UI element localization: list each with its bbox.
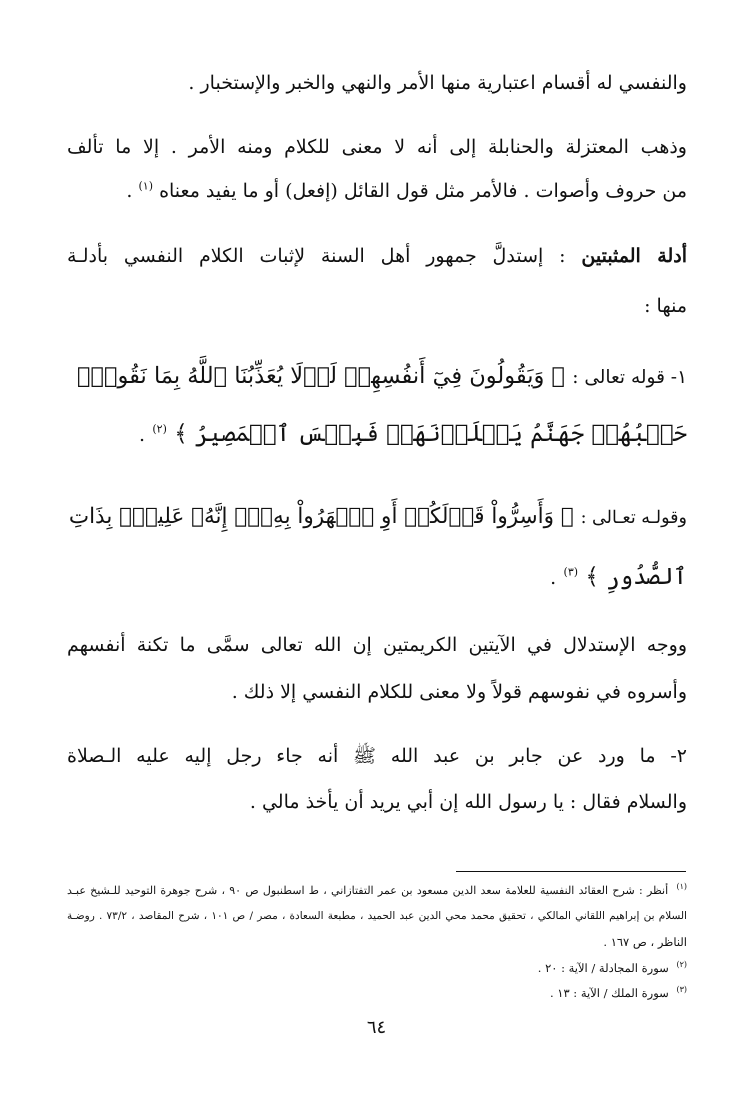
body-line bbox=[67, 68, 687, 98]
footnote-text: الناظر ، ص ١٦٧ . bbox=[603, 935, 687, 949]
footnote-line bbox=[67, 984, 687, 1002]
quran-verse: ﴿ وَيَقُولُونَ فِيٓ أَنفُسِهِمۡ لَوۡلَا يُعَذِّبُنَا ٱللَّهُ بِمَا نَقُولُۚ bbox=[77, 363, 566, 389]
footnote-reference: (٢) bbox=[152, 422, 167, 436]
paragraph-text: والسلام فقال : يا رسول الله إن أبي يريد أن يأخذ مالي . bbox=[249, 791, 687, 813]
footnote-text: سورة الملك / الآية : ١٣ . bbox=[549, 986, 669, 1000]
body-line bbox=[67, 787, 687, 817]
paragraph-text: منها : bbox=[644, 295, 687, 317]
sentence-end: . bbox=[550, 567, 557, 589]
paragraph-text: ٢- ما ورد عن جابر بن عبد الله ﷺ أنه جاء رجل إليه عليه الـصلاة bbox=[67, 745, 687, 767]
section-heading: أدلة المثبتين bbox=[581, 245, 687, 267]
quran-verse: ٱلصُّدُورِ ﴾ bbox=[585, 564, 687, 590]
verse-line bbox=[67, 414, 687, 455]
paragraph-text: وأسروه في نفوسهم قولاً ولا معنى للكلام النفسي إلا ذلك . bbox=[231, 681, 687, 703]
paragraph-text: ووجه الإستدلال في الآيتين الكريمتين إن الله تعالى سمَّى ما تكنة أنفسهم bbox=[67, 634, 687, 656]
paragraph-text: وذهب المعتزلة والحنابلة إلى أنه لا معنى للكلام ومنه الأمر . إلا ما تألف bbox=[67, 136, 687, 158]
verse-intro: ١- قوله تعالى : bbox=[572, 367, 687, 388]
verse-line bbox=[67, 557, 687, 598]
footnote-reference: (٣) bbox=[563, 565, 579, 579]
sentence-end: . bbox=[126, 180, 133, 202]
body-line bbox=[67, 176, 687, 206]
paragraph-text: : إستدلَّ جمهور أهل السنة لإثبات الكلام النفسي بأدلـة bbox=[67, 245, 566, 267]
paragraph-text: والنفسي له أقسام اعتبارية منها الأمر والنهي والخبر والإستخبار . bbox=[188, 72, 687, 94]
body-line bbox=[67, 132, 687, 162]
body-line bbox=[67, 241, 687, 271]
body-line bbox=[67, 677, 687, 707]
page-number: ٦٤ bbox=[366, 1017, 387, 1038]
quran-verse: ﴿ وَأَسِرُّواْ قَوۡلَكُمۡ أَوِ ٱجۡهَرُواْ بِهِۦٓۖ إِنَّهُۥ عَلِيمُۢ بِذَاتِ bbox=[68, 504, 574, 529]
body-line bbox=[67, 291, 687, 321]
footnote-reference: (١) bbox=[138, 179, 154, 193]
footnote-line bbox=[67, 882, 687, 900]
footnote-number: (٢) bbox=[676, 960, 687, 970]
paragraph-text: من حروف وأصوات . فالأمر مثل قول القائل (إفعل) أو ما يفيد معناه bbox=[159, 180, 687, 202]
footnote-line bbox=[67, 907, 687, 925]
footnote-number: (١) bbox=[676, 882, 687, 892]
footnote-line bbox=[67, 959, 687, 977]
footnote-text: السلام بن إبراهيم اللقاني المالكي ، تحقيق محمد محي الدين عبد الحميد ، مطبعة السعادة ، مصر / ص ١٠١ ، شرح المقاصد ، ٧٣/٢ . روضـة bbox=[67, 910, 687, 922]
footnote-separator bbox=[456, 871, 686, 872]
footnote-number: (٣) bbox=[676, 985, 687, 995]
verse-intro: وقولـه تعـالى : bbox=[580, 508, 687, 528]
verse-line bbox=[67, 356, 687, 398]
sentence-end: . bbox=[139, 424, 146, 446]
verse-line bbox=[67, 497, 687, 538]
footnote-text: أنظر : شرح العقائد النفسية للعلامة سعد الدين مسعود بن عمر التفتازاني ، ط اسطنبول ص ٩٠ ، شرح جوهرة التوحيد للـشيخ عبـد bbox=[67, 884, 669, 897]
body-line bbox=[67, 741, 687, 771]
footnote-text: سورة المجادلة / الآية : ٢٠ . bbox=[537, 961, 669, 975]
footnote-line bbox=[67, 933, 687, 951]
body-line bbox=[67, 630, 687, 660]
quran-verse: حَسۡبُهُمۡ جَهَنَّمُ يَصۡلَوۡنَهَاۖ فَبِئۡسَ ٱلۡمَصِيرُ ﴾ bbox=[174, 421, 687, 447]
